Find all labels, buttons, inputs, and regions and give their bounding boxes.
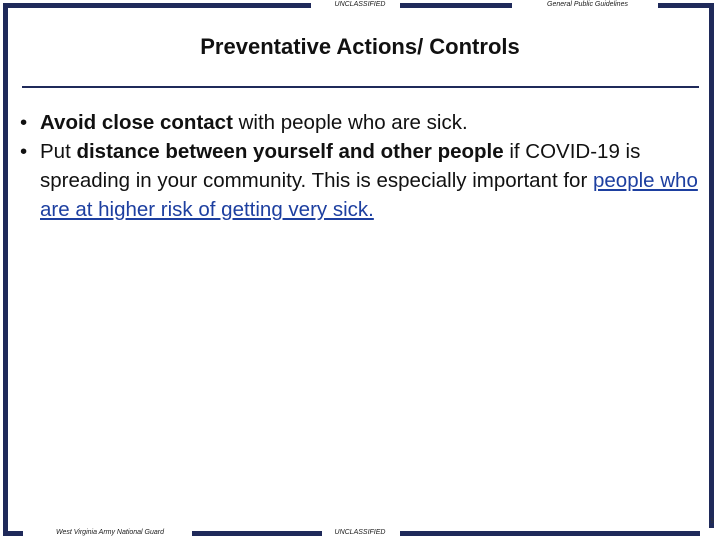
footer-classification: UNCLASSIFIED [334,529,386,536]
bullet-text: with people who are sick. [232,111,468,134]
bullet-marker: • [20,140,28,163]
bullet-text: if COVID-19 is spreading in your community. This is especially important for [40,140,641,192]
frame-left-bar [3,6,8,536]
bullet-item [20,108,710,137]
higher-risk-link[interactable]: people who are at higher risk of getting very sick. [40,169,698,221]
frame-top-bar [400,3,512,8]
frame-top-bar [658,3,714,8]
title-divider [22,86,699,88]
slide-title: Preventative Actions/ Controls [200,34,520,59]
frame-top-bar [3,3,311,8]
header-classification: UNCLASSIFIED [334,1,386,8]
bullet-item [20,137,710,224]
page-number: 5 [710,519,714,525]
bullet-list [20,108,710,224]
header-guidelines: General Public Guidelines [547,1,628,8]
frame-bottom-bar [3,531,23,536]
bullet-marker: • [20,111,28,134]
bullet-emphasis: Avoid close contact [40,111,233,134]
bullet-emphasis: distance between yourself and other people [76,140,504,163]
frame-bottom-bar [400,531,700,536]
frame-right-bar [709,6,714,528]
footer-organization: West Virginia Army National Guard [55,529,165,536]
bullet-text: Put [40,140,77,163]
frame-bottom-bar [192,531,322,536]
